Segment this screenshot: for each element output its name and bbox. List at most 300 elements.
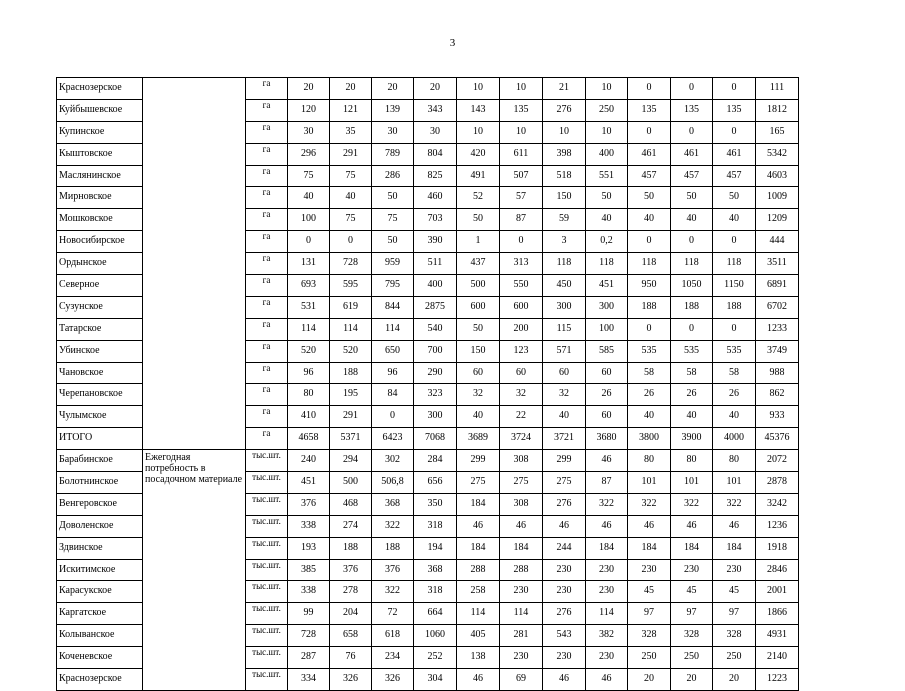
value-cell: 398 <box>543 143 586 165</box>
value-cell: 40 <box>586 209 628 231</box>
total-cell: 1812 <box>756 99 799 121</box>
region-name: Купинское <box>57 121 143 143</box>
value-cell: 193 <box>288 537 330 559</box>
value-cell: 0 <box>671 318 713 340</box>
unit-cell: га <box>246 428 288 450</box>
value-cell: 121 <box>330 99 372 121</box>
value-cell: 600 <box>457 296 500 318</box>
value-cell: 302 <box>372 450 414 472</box>
value-cell: 0 <box>713 231 756 253</box>
value-cell: 50 <box>628 187 671 209</box>
unit-cell: га <box>246 99 288 121</box>
value-cell: 60 <box>586 406 628 428</box>
value-cell: 300 <box>414 406 457 428</box>
total-cell: 4931 <box>756 625 799 647</box>
value-cell: 99 <box>288 603 330 625</box>
value-cell: 275 <box>457 472 500 494</box>
value-cell: 276 <box>543 99 586 121</box>
total-cell: 3749 <box>756 340 799 362</box>
value-cell: 281 <box>500 625 543 647</box>
value-cell: 20 <box>628 669 671 691</box>
value-cell: 250 <box>671 647 713 669</box>
value-cell: 46 <box>586 669 628 691</box>
value-cell: 0 <box>500 231 543 253</box>
value-cell: 115 <box>543 318 586 340</box>
value-cell: 10 <box>586 78 628 100</box>
value-cell: 0 <box>628 231 671 253</box>
value-cell: 80 <box>628 450 671 472</box>
value-cell: 150 <box>543 187 586 209</box>
unit-cell: га <box>246 362 288 384</box>
value-cell: 328 <box>713 625 756 647</box>
value-cell: 3 <box>543 231 586 253</box>
value-cell: 376 <box>372 559 414 581</box>
value-cell: 520 <box>288 340 330 362</box>
value-cell: 326 <box>372 669 414 691</box>
value-cell: 50 <box>713 187 756 209</box>
total-cell: 3242 <box>756 493 799 515</box>
region-name: Мирновское <box>57 187 143 209</box>
value-cell: 184 <box>457 537 500 559</box>
value-cell: 275 <box>543 472 586 494</box>
value-cell: 0 <box>713 78 756 100</box>
unit-cell: га <box>246 143 288 165</box>
value-cell: 650 <box>372 340 414 362</box>
region-name: Краснозерское <box>57 78 143 100</box>
value-cell: 40 <box>330 187 372 209</box>
value-cell: 46 <box>500 515 543 537</box>
value-cell: 410 <box>288 406 330 428</box>
region-name: Краснозерское <box>57 669 143 691</box>
value-cell: 50 <box>671 187 713 209</box>
value-cell: 46 <box>457 515 500 537</box>
value-cell: 288 <box>500 559 543 581</box>
unit-cell: тыс.шт. <box>246 515 288 537</box>
value-cell: 535 <box>671 340 713 362</box>
value-cell: 75 <box>288 165 330 187</box>
value-cell: 959 <box>372 253 414 275</box>
value-cell: 30 <box>414 121 457 143</box>
value-cell: 0 <box>372 406 414 428</box>
value-cell: 101 <box>713 472 756 494</box>
value-cell: 276 <box>543 603 586 625</box>
value-cell: 0 <box>713 318 756 340</box>
value-cell: 343 <box>414 99 457 121</box>
value-cell: 2875 <box>414 296 457 318</box>
value-cell: 460 <box>414 187 457 209</box>
value-cell: 188 <box>330 362 372 384</box>
value-cell: 35 <box>330 121 372 143</box>
value-cell: 326 <box>330 669 372 691</box>
value-cell: 96 <box>372 362 414 384</box>
value-cell: 131 <box>288 253 330 275</box>
value-cell: 400 <box>414 275 457 297</box>
region-name: Каргатское <box>57 603 143 625</box>
value-cell: 40 <box>457 406 500 428</box>
unit-cell: га <box>246 253 288 275</box>
value-cell: 230 <box>543 559 586 581</box>
value-cell: 550 <box>500 275 543 297</box>
value-cell: 46 <box>628 515 671 537</box>
value-cell: 26 <box>671 384 713 406</box>
value-cell: 284 <box>414 450 457 472</box>
value-cell: 230 <box>543 647 586 669</box>
value-cell: 10 <box>500 78 543 100</box>
region-name: Коченевское <box>57 647 143 669</box>
value-cell: 400 <box>586 143 628 165</box>
value-cell: 703 <box>414 209 457 231</box>
value-cell: 50 <box>586 187 628 209</box>
value-cell: 139 <box>372 99 414 121</box>
value-cell: 328 <box>671 625 713 647</box>
value-cell: 20 <box>372 78 414 100</box>
value-cell: 230 <box>671 559 713 581</box>
value-cell: 75 <box>372 209 414 231</box>
value-cell: 300 <box>586 296 628 318</box>
value-cell: 585 <box>586 340 628 362</box>
region-name: Северное <box>57 275 143 297</box>
value-cell: 535 <box>713 340 756 362</box>
value-cell: 491 <box>457 165 500 187</box>
value-cell: 600 <box>500 296 543 318</box>
value-cell: 322 <box>372 515 414 537</box>
value-cell: 804 <box>414 143 457 165</box>
value-cell: 5371 <box>330 428 372 450</box>
value-cell: 184 <box>628 537 671 559</box>
value-cell: 135 <box>671 99 713 121</box>
total-cell: 3511 <box>756 253 799 275</box>
value-cell: 950 <box>628 275 671 297</box>
total-cell: 45376 <box>756 428 799 450</box>
value-cell: 123 <box>500 340 543 362</box>
value-cell: 135 <box>500 99 543 121</box>
region-name: Доволенское <box>57 515 143 537</box>
value-cell: 60 <box>500 362 543 384</box>
page-number: 3 <box>449 37 456 49</box>
forest-planting-table <box>56 77 799 691</box>
value-cell: 240 <box>288 450 330 472</box>
value-cell: 322 <box>372 581 414 603</box>
value-cell: 10 <box>457 78 500 100</box>
region-name: Убинское <box>57 340 143 362</box>
value-cell: 350 <box>414 493 457 515</box>
total-cell: 2072 <box>756 450 799 472</box>
value-cell: 291 <box>330 406 372 428</box>
value-cell: 468 <box>330 493 372 515</box>
value-cell: 96 <box>288 362 330 384</box>
total-cell: 111 <box>756 78 799 100</box>
unit-cell: га <box>246 121 288 143</box>
region-name: Чулымское <box>57 406 143 428</box>
value-cell: 0 <box>288 231 330 253</box>
value-cell: 101 <box>628 472 671 494</box>
value-cell: 60 <box>586 362 628 384</box>
value-cell: 323 <box>414 384 457 406</box>
value-cell: 728 <box>288 625 330 647</box>
value-cell: 252 <box>414 647 457 669</box>
value-cell: 290 <box>414 362 457 384</box>
value-cell: 188 <box>671 296 713 318</box>
region-name: Новосибирское <box>57 231 143 253</box>
value-cell: 46 <box>671 515 713 537</box>
value-cell: 97 <box>628 603 671 625</box>
value-cell: 40 <box>628 209 671 231</box>
value-cell: 10 <box>586 121 628 143</box>
unit-cell: га <box>246 275 288 297</box>
value-cell: 114 <box>586 603 628 625</box>
value-cell: 46 <box>543 515 586 537</box>
value-cell: 30 <box>288 121 330 143</box>
value-cell: 658 <box>330 625 372 647</box>
unit-cell: га <box>246 296 288 318</box>
value-cell: 45 <box>671 581 713 603</box>
value-cell: 230 <box>628 559 671 581</box>
value-cell: 0 <box>628 121 671 143</box>
value-cell: 114 <box>372 318 414 340</box>
total-cell: 444 <box>756 231 799 253</box>
value-cell: 26 <box>713 384 756 406</box>
value-cell: 3724 <box>500 428 543 450</box>
value-cell: 80 <box>671 450 713 472</box>
value-cell: 4658 <box>288 428 330 450</box>
value-cell: 0 <box>628 78 671 100</box>
total-cell: 2846 <box>756 559 799 581</box>
value-cell: 296 <box>288 143 330 165</box>
total-cell: 933 <box>756 406 799 428</box>
value-cell: 318 <box>414 581 457 603</box>
value-cell: 328 <box>628 625 671 647</box>
total-cell: 6702 <box>756 296 799 318</box>
value-cell: 7068 <box>414 428 457 450</box>
region-name: Ордынское <box>57 253 143 275</box>
region-name: Колыванское <box>57 625 143 647</box>
value-cell: 376 <box>330 559 372 581</box>
value-cell: 334 <box>288 669 330 691</box>
value-cell: 500 <box>330 472 372 494</box>
value-cell: 595 <box>330 275 372 297</box>
value-cell: 322 <box>713 493 756 515</box>
value-cell: 300 <box>543 296 586 318</box>
value-cell: 184 <box>500 537 543 559</box>
value-cell: 0 <box>628 318 671 340</box>
value-cell: 286 <box>372 165 414 187</box>
value-cell: 437 <box>457 253 500 275</box>
total-cell: 1009 <box>756 187 799 209</box>
value-cell: 97 <box>671 603 713 625</box>
unit-cell: тыс.шт. <box>246 472 288 494</box>
value-cell: 75 <box>330 209 372 231</box>
value-cell: 10 <box>500 121 543 143</box>
region-name: Куйбышевское <box>57 99 143 121</box>
unit-cell: тыс.шт. <box>246 647 288 669</box>
value-cell: 120 <box>288 99 330 121</box>
value-cell: 299 <box>543 450 586 472</box>
value-cell: 368 <box>414 559 457 581</box>
value-cell: 288 <box>457 559 500 581</box>
unit-cell: га <box>246 384 288 406</box>
value-cell: 100 <box>288 209 330 231</box>
value-cell: 278 <box>330 581 372 603</box>
value-cell: 451 <box>586 275 628 297</box>
value-cell: 188 <box>330 537 372 559</box>
value-cell: 204 <box>330 603 372 625</box>
value-cell: 60 <box>457 362 500 384</box>
total-cell: 4603 <box>756 165 799 187</box>
value-cell: 368 <box>372 493 414 515</box>
value-cell: 40 <box>543 406 586 428</box>
table-row <box>57 450 799 472</box>
value-cell: 287 <box>288 647 330 669</box>
value-cell: 3900 <box>671 428 713 450</box>
unit-cell: га <box>246 318 288 340</box>
total-cell: 1209 <box>756 209 799 231</box>
value-cell: 230 <box>500 581 543 603</box>
value-cell: 457 <box>713 165 756 187</box>
total-cell: 862 <box>756 384 799 406</box>
value-cell: 40 <box>713 406 756 428</box>
value-cell: 795 <box>372 275 414 297</box>
value-cell: 46 <box>543 669 586 691</box>
value-cell: 664 <box>414 603 457 625</box>
region-name: Чановское <box>57 362 143 384</box>
value-cell: 60 <box>543 362 586 384</box>
value-cell: 618 <box>372 625 414 647</box>
value-cell: 571 <box>543 340 586 362</box>
unit-cell: га <box>246 187 288 209</box>
value-cell: 20 <box>414 78 457 100</box>
value-cell: 540 <box>414 318 457 340</box>
total-cell: 2140 <box>756 647 799 669</box>
value-cell: 461 <box>713 143 756 165</box>
value-cell: 3680 <box>586 428 628 450</box>
value-cell: 26 <box>628 384 671 406</box>
total-cell: 1236 <box>756 515 799 537</box>
value-cell: 304 <box>414 669 457 691</box>
value-cell: 188 <box>628 296 671 318</box>
value-cell: 40 <box>628 406 671 428</box>
value-cell: 313 <box>500 253 543 275</box>
value-cell: 80 <box>288 384 330 406</box>
value-cell: 45 <box>628 581 671 603</box>
value-cell: 244 <box>543 537 586 559</box>
total-cell: 6891 <box>756 275 799 297</box>
value-cell: 138 <box>457 647 500 669</box>
value-cell: 40 <box>713 209 756 231</box>
value-cell: 118 <box>713 253 756 275</box>
value-cell: 420 <box>457 143 500 165</box>
value-cell: 322 <box>586 493 628 515</box>
value-cell: 6423 <box>372 428 414 450</box>
region-name: Маслянинское <box>57 165 143 187</box>
total-cell: 988 <box>756 362 799 384</box>
region-name: Венгеровское <box>57 493 143 515</box>
unit-cell: га <box>246 209 288 231</box>
value-cell: 338 <box>288 581 330 603</box>
total-cell: 5342 <box>756 143 799 165</box>
value-cell: 0 <box>671 78 713 100</box>
value-cell: 52 <box>457 187 500 209</box>
value-cell: 0 <box>671 121 713 143</box>
value-cell: 507 <box>500 165 543 187</box>
value-cell: 619 <box>330 296 372 318</box>
value-cell: 26 <box>586 384 628 406</box>
value-cell: 114 <box>330 318 372 340</box>
value-cell: 20 <box>330 78 372 100</box>
value-cell: 184 <box>713 537 756 559</box>
value-cell: 57 <box>500 187 543 209</box>
value-cell: 457 <box>671 165 713 187</box>
unit-cell: тыс.шт. <box>246 493 288 515</box>
value-cell: 531 <box>288 296 330 318</box>
value-cell: 32 <box>457 384 500 406</box>
unit-cell: га <box>246 231 288 253</box>
value-cell: 230 <box>586 559 628 581</box>
value-cell: 457 <box>628 165 671 187</box>
value-cell: 143 <box>457 99 500 121</box>
value-cell: 87 <box>586 472 628 494</box>
value-cell: 258 <box>457 581 500 603</box>
total-cell: 2878 <box>756 472 799 494</box>
value-cell: 1 <box>457 231 500 253</box>
value-cell: 0,2 <box>586 231 628 253</box>
value-cell: 21 <box>543 78 586 100</box>
unit-cell: га <box>246 340 288 362</box>
unit-cell: тыс.шт. <box>246 603 288 625</box>
value-cell: 382 <box>586 625 628 647</box>
value-cell: 376 <box>288 493 330 515</box>
value-cell: 188 <box>713 296 756 318</box>
value-cell: 184 <box>671 537 713 559</box>
value-cell: 1060 <box>414 625 457 647</box>
value-cell: 80 <box>713 450 756 472</box>
value-cell: 506,8 <box>372 472 414 494</box>
value-cell: 3800 <box>628 428 671 450</box>
value-cell: 250 <box>586 99 628 121</box>
unit-cell: га <box>246 165 288 187</box>
value-cell: 291 <box>330 143 372 165</box>
value-cell: 118 <box>543 253 586 275</box>
value-cell: 274 <box>330 515 372 537</box>
value-cell: 46 <box>457 669 500 691</box>
region-name: Татарское <box>57 318 143 340</box>
value-cell: 59 <box>543 209 586 231</box>
value-cell: 390 <box>414 231 457 253</box>
value-cell: 308 <box>500 493 543 515</box>
description-cell: Ежегодная потребность в посадочном материале <box>143 450 246 691</box>
value-cell: 461 <box>628 143 671 165</box>
value-cell: 20 <box>288 78 330 100</box>
value-cell: 40 <box>671 209 713 231</box>
value-cell: 135 <box>713 99 756 121</box>
value-cell: 10 <box>543 121 586 143</box>
value-cell: 0 <box>671 231 713 253</box>
value-cell: 76 <box>330 647 372 669</box>
region-name: Черепановское <box>57 384 143 406</box>
value-cell: 72 <box>372 603 414 625</box>
unit-cell: тыс.шт. <box>246 625 288 647</box>
value-cell: 184 <box>586 537 628 559</box>
value-cell: 230 <box>586 647 628 669</box>
unit-cell: га <box>246 406 288 428</box>
value-cell: 30 <box>372 121 414 143</box>
value-cell: 118 <box>628 253 671 275</box>
value-cell: 825 <box>414 165 457 187</box>
total-cell: 1223 <box>756 669 799 691</box>
value-cell: 50 <box>372 187 414 209</box>
value-cell: 46 <box>713 515 756 537</box>
total-cell: 165 <box>756 121 799 143</box>
value-cell: 322 <box>671 493 713 515</box>
